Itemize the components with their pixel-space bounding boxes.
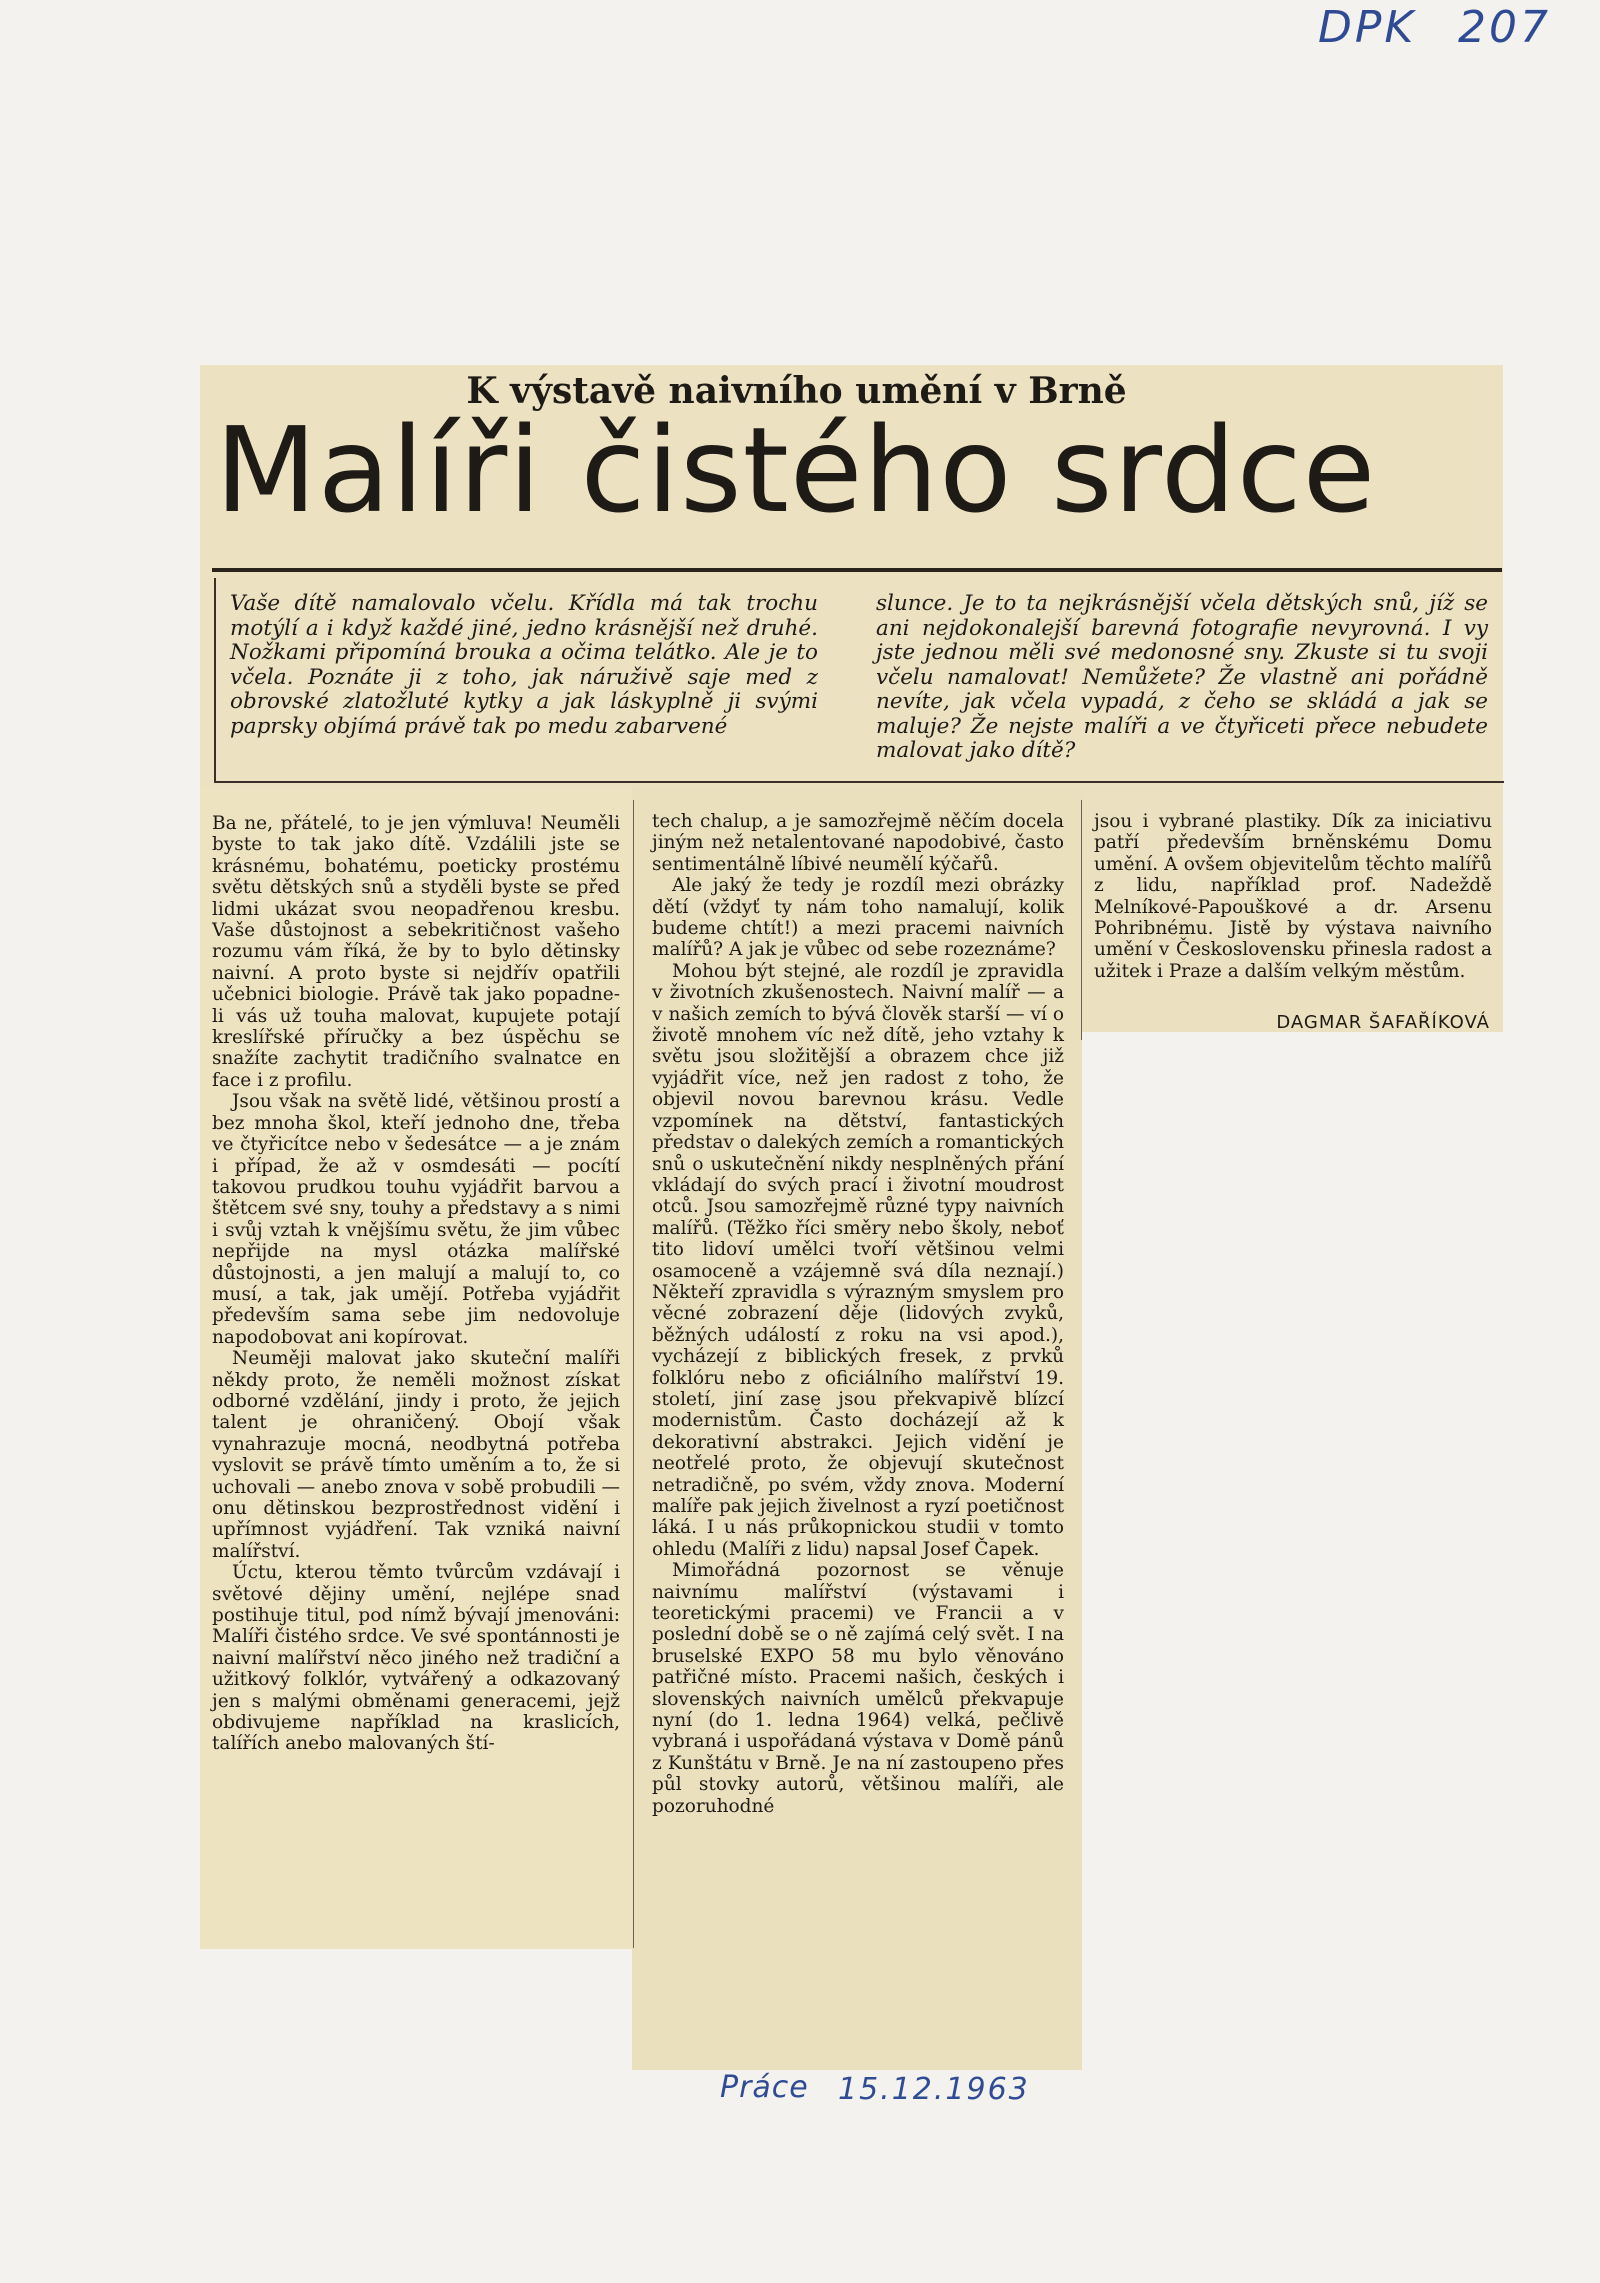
paragraph: Mimořádná pozornost se věnuje naivnímu malířství (výstavami i teoretickými pracemi) ve Francii a v poslední době se o ně zajímá celý svět. I na bruselské EXPO 58 mu bylo věnováno patřičné místo. Pracemi našich, českých i slovenských naivních umělců překvapuje nyní (do 1. ledna 1964) velká, pečlivě vybraná i uspořádaná výstava v Domě pánů z Kunštátu v Brně. Je na ní zastoupeno přes půl stovky autorů, většinou malíři, ale pozoruhodné xyxy=(652,1560,1064,1817)
archive-number-handwritten: 207 xyxy=(1458,2,1551,53)
paragraph: Úctu, kterou těmto tvůrcům vzdávají i světové dějiny umění, nejlépe snad postihuje titul, pod nímž bývají jmenováni: Malíři čistého srdce. Ve své spontánnosti je naivní malířství něco jiného než tradiční a užitkový folklór, vytvářený a odkazovaný jen s malými obměnami generacemi, jejž obdivujeme například na kraslicích, talířích anebo malovaných ští- xyxy=(212,1562,620,1755)
article-column-2 xyxy=(652,811,1064,1817)
paragraph: tech chalup, a je samozřejmě něčím docela jiným než netalentované napodobivé, často sentimentálně líbivé neumělí kýčařů. xyxy=(652,811,1064,875)
column-divider xyxy=(633,800,634,1948)
paragraph: Neuměji malovat jako skuteční malíři někdy proto, že neměli možnost získat odborné vzdělání, jindy i proto, že jejich talent je ohraničený. Obojí však vynahrazuje mocná, neodbytná potřeba vyslovit se právě tímto uměním a to, že si uchovali — anebo znova v sobě probudili — onu dětinskou bezprostřednost vidění i upřímnost vyjádření. Tak vzniká naivní malířství. xyxy=(212,1348,620,1562)
paragraph: Mohou být stejné, ale rozdíl je zpravidla v životních zkušenostech. Naivní malíř — a v našich zemích to bývá člověk starší — ví o životě mnohem víc než dítě, jeho vztahy k světu jsou složitější a obrazem chce již vyjádřit více, než jen radost z toho, že objevil novou barevnou krásu. Vedle vzpomínek na dětství, fantastických představ o dalekých zemích a romantických snů o uskutečnění nikdy nesplněných přání vkládají do svých prací i životní moudrost otců. Jsou samozřejmě různé typy naivních malířů. (Těžko říci směry nebo školy, neboť tito lidoví umělci tvoří většinou velmi osamoceně a vzájemně svá díla neznají.) Někteří zpravidla s výrazným smyslem pro věcné zobrazení děje (lidových zvyků, běžných událostí z roku na vsi apod.), vycházejí z biblických fresek, z prvků folklóru nebo z oficiálního malířství 19. století, jiní zase jsou překvapivě blízcí modernistům. Často docházejí až k dekorativní abstrakci. Jejich vidění je neotřelé proto, že objevují skutečnost netradičně, po svém, vždy znova. Moderní malíře pak jejich živelnost a ryzí poetičnost láká. I u nás průkopnickou studii v tomto ohledu (Malíři z lidu) napsal Josef Čapek. xyxy=(652,960,1064,1560)
source-date-handwritten: 15.12.1963 xyxy=(838,2072,1030,2107)
lead-text-right: slunce. Je to ta nejkrásnější včela dětských snů, jíž se ani nejdokonalejší barevná fotografie nevyrovná. I vy jste jednou měli své medonosné sny. Zkuste si tu svoji včelu namalovat! Nemůžete? Že vlastně ani pořádně nevíte, jak včela vypadá, z čeho se skládá a jak se maluje? Že nejste malíři a ve čtyřiceti přece nebudete malovat jako dítě? xyxy=(876,591,1488,763)
paragraph: Jsou však na světě lidé, většinou prostí a bez mnoha škol, kteří jednoho dne, třeba ve čtyřicítce nebo v šedesátce — a je znám i případ, že až v osmdesáti — pocítí takovou prudkou touhu vyjádřit barvou a štětcem své sny, touhy a představy a s nimi i svůj vztah k vnějšímu světu, že jim vůbec nepřijde na mysl otázka malířské důstojnosti, a jen malují a malují to, co musí, a tak, jak umějí. Potřeba vyjádřit především sama sebe jim nedovoluje napodobovat ani kopírovat. xyxy=(212,1091,620,1348)
article-column-3 xyxy=(1094,811,1492,982)
article-column-1 xyxy=(212,813,620,1755)
paragraph: Ale jaký že tedy je rozdíl mezi obrázky dětí (vždyť ty nám toho namalují, kolik budeme chtít!) a mezi pracemi naivních malířů? A jak je vůbec od sebe rozeznáme? xyxy=(652,875,1064,961)
archive-code-handwritten: DPK xyxy=(1318,2,1417,53)
article-kicker: K výstavě naivního umění v Brně xyxy=(466,370,1127,412)
column-divider xyxy=(1081,800,1082,1040)
article-headline: Malíři čistého srdce xyxy=(215,401,1377,539)
source-name-handwritten: Práce xyxy=(720,2070,809,2105)
lead-text-left: Vaše dítě namalovalo včelu. Křídla má tak trochu motýlí a i když každé jiné, jedno krásnější než druhé. Nožkami připomíná brouka a očima telátko. Ale je to včela. Poznáte ji z toho, jak náruživě saje med z obrovské zlatožluté kytky a jak láskyplně ji svými paprsky objímá právě tak po medu zabarvené xyxy=(230,591,818,739)
paragraph: jsou i vybrané plastiky. Dík za iniciativu patří především brněnskému Domu umění. A ovšem objevitelům těchto malířů z lidu, například prof. Nadeždě Melníkové-Papouškové a dr. Arsenu Pohribnému. Jistě by výstava naivního umění v Československu přinesla radost a užitek i Praze a dalším velkým městům. xyxy=(1094,811,1492,982)
headline-rule xyxy=(212,568,1502,572)
paragraph: Ba ne, přátelé, to je jen výmluva! Neuměli byste to tak jako dítě. Vzdálili jste se krásnému, bohatému, poeticky prostému světu dětských snů a styděli byste se před lidmi ukázat svou neopadřenou kresbu. Vaše důstojnost a sebekritičnost vašeho rozumu vám říká, že by to bylo dětinsky naivní. A proto byste si nejdřív opatřili učebnici biologie. Právě tak jako popadne-li vás už touha malovat, kupujete potají kreslířské příručky a bez úspěchu se snažíte zachytit tradičního svalnatce en face i z profilu. xyxy=(212,813,620,1091)
author-signature: DAGMAR ŠAFAŘÍKOVÁ xyxy=(1276,1012,1490,1033)
